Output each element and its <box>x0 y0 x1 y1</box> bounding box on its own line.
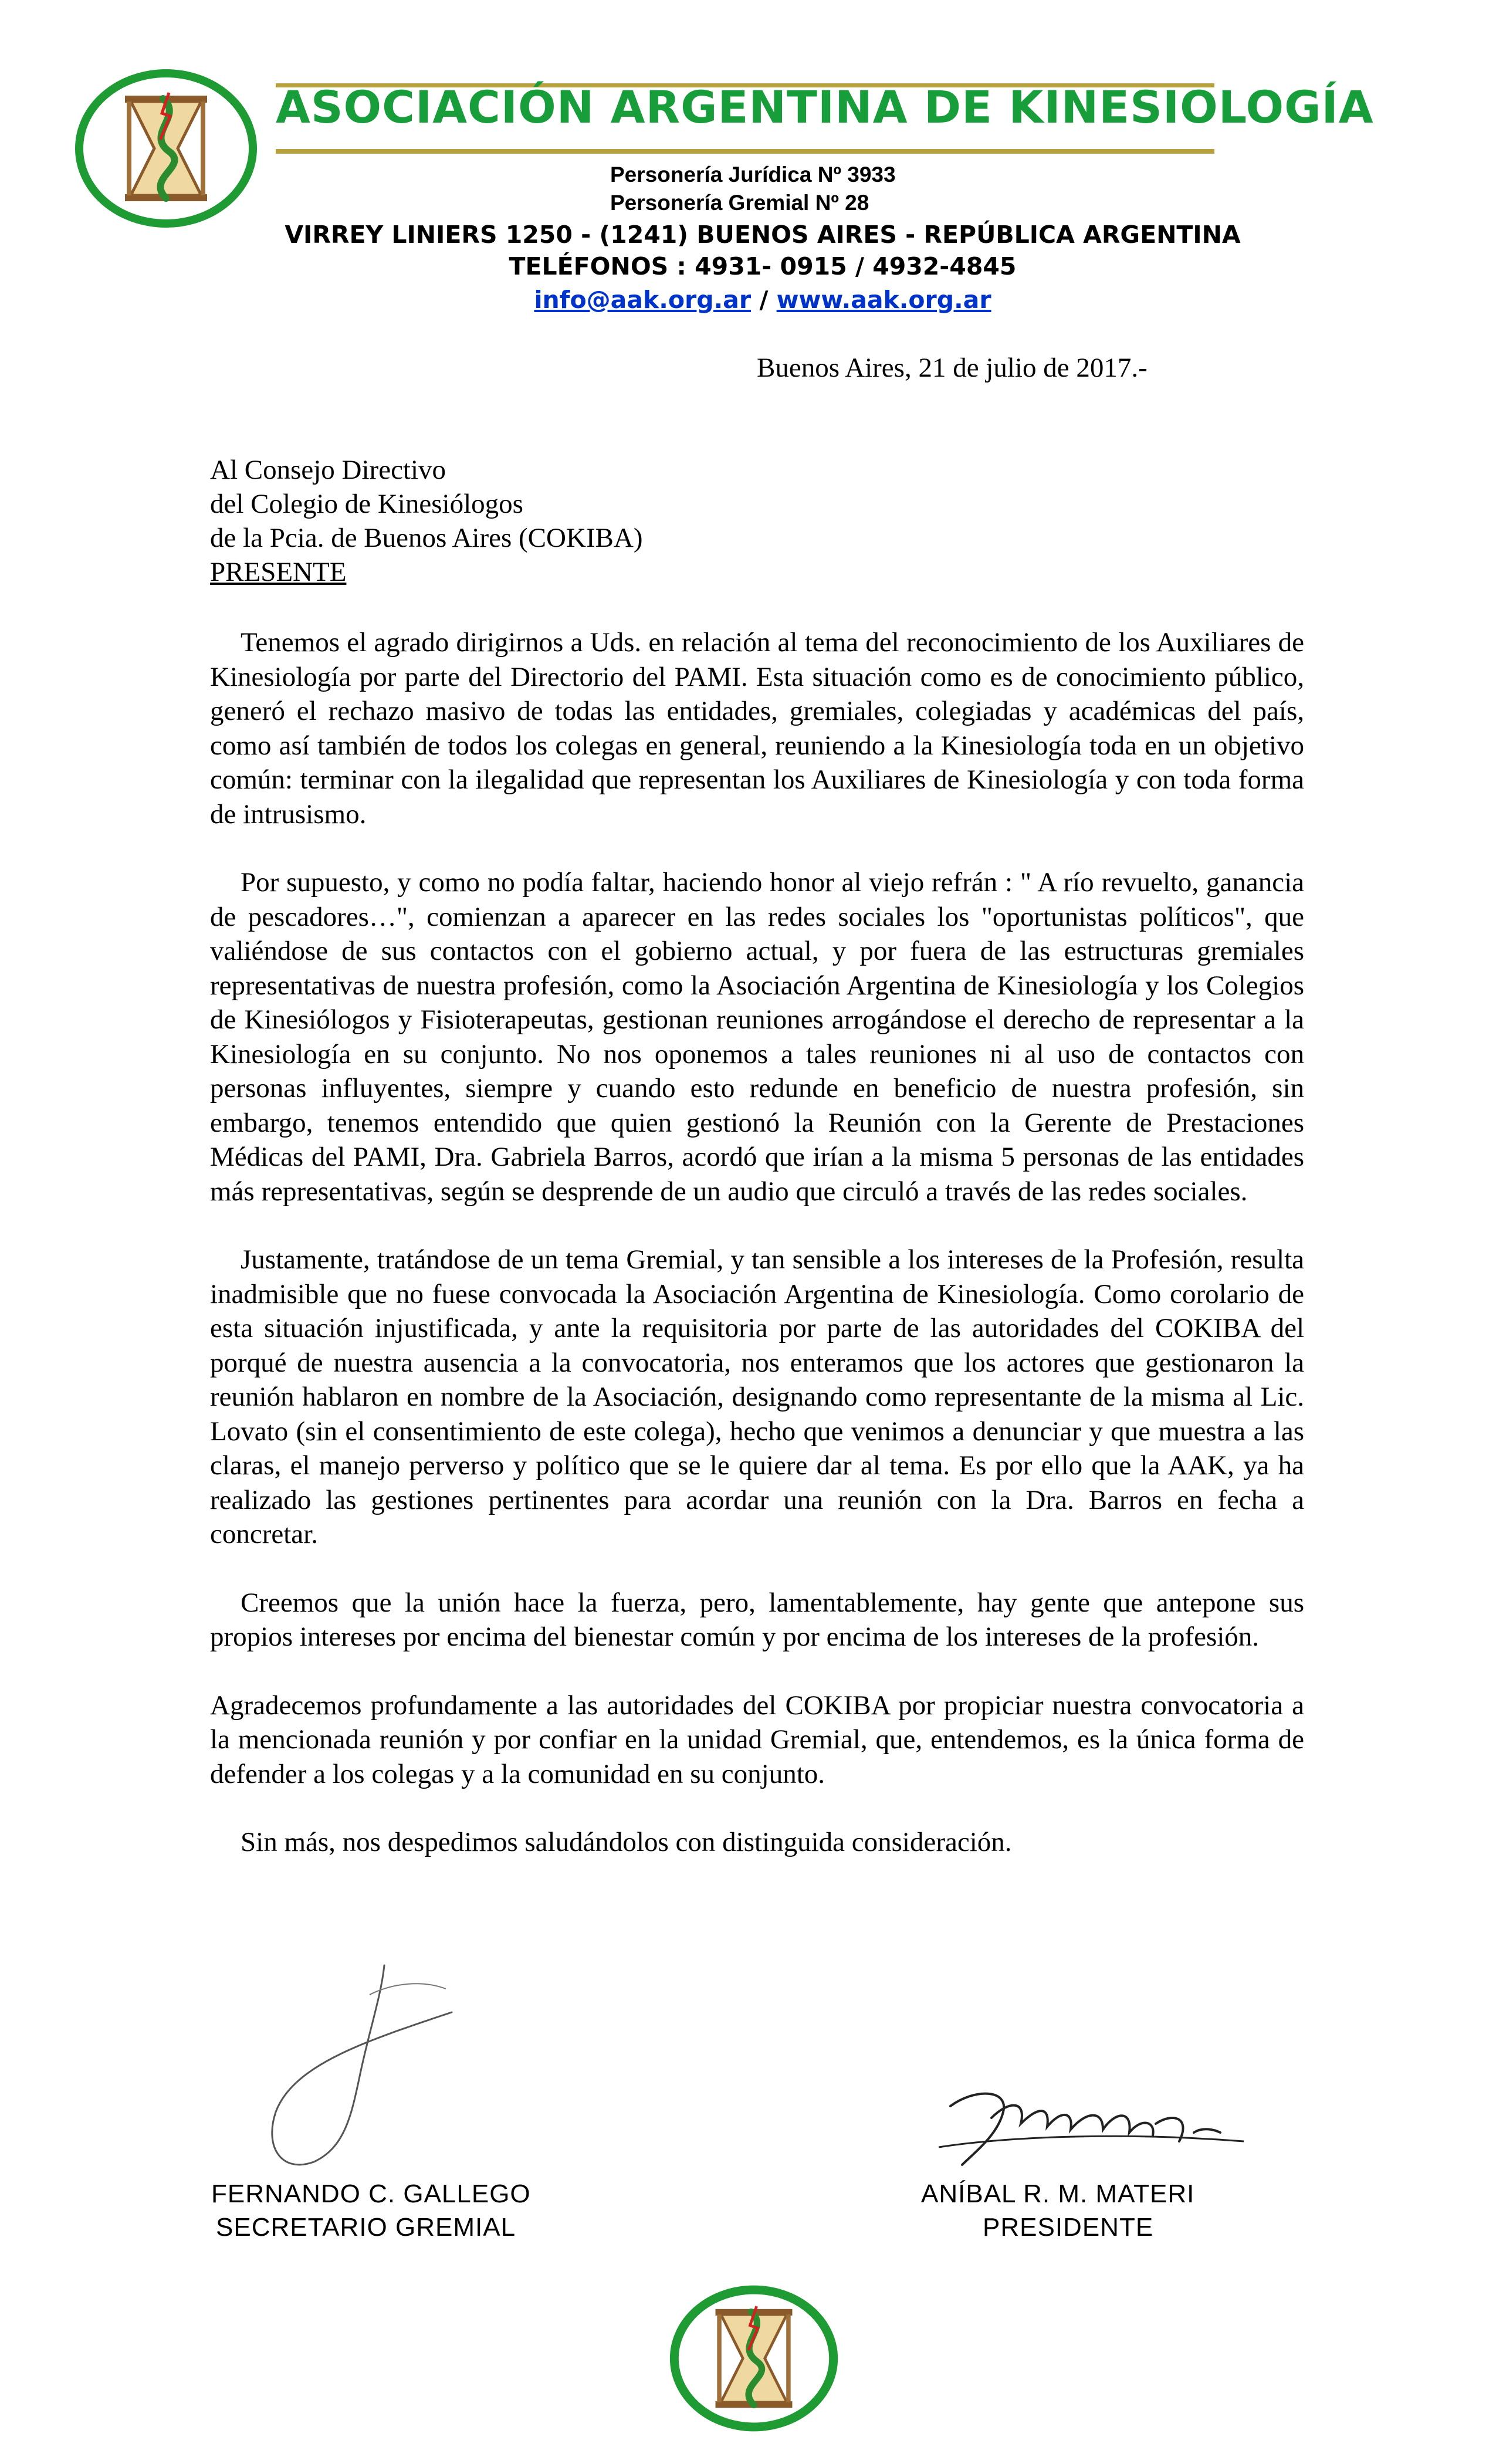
body-paragraph: Por supuesto, y como no podía faltar, haciendo honor al viejo refrán : " A río revuelto, ganancia de pescadores…", comienzan a aparecer en las redes sociales los "oportunistas políticos", que valiéndose de sus contactos con el gobierno actual, y por fuera de las estructuras gremiales representativas de nuestra profesión, como la Asociación Argentina de Kinesiología y los Colegios de Kinesiólogos y Fisioterapeutas, gestionan reuniones arrogándose el derecho de representar a la Kinesiología en su conjunto. No nos oponemos a tales reuniones ni al uso de contactos con personas influyentes, siempre y cuando esto redunde en beneficio de nuestra profesión, sin embargo, tenemos entendido que quien gestionó la Reunión con la Gerente de Prestaciones Médicas del PAMI, Dra. Gabriela Barros, acordó que irían a la misma 5 personas de las entidades más representativas, según se desprende de un audio que circuló a través de las redes sociales. <box>210 867 1304 1207</box>
signature-left-handwritten <box>258 1959 469 2182</box>
letter-body <box>210 625 1304 1894</box>
phones-line: TELÉFONOS : 4931- 0915 / 4932-4845 <box>509 252 1017 280</box>
body-paragraph: Agradecemos profundamente a las autoridades del COKIBA por propiciar nuestra convocatoria a la mencionada reunión y por confiar en la unidad Gremial, que, entendemos, es la única forma de defender a los colegas y a la comunidad en su conjunto. <box>210 1690 1304 1789</box>
organization-name: ASOCIACIÓN ARGENTINA DE KINESIOLOGÍA <box>276 81 1374 133</box>
recipient-line: de la Pcia. de Buenos Aires (COKIBA) <box>210 523 643 553</box>
address-line: VIRREY LINIERS 1250 - (1241) BUENOS AIRES - REPÚBLICA ARGENTINA <box>285 221 1241 249</box>
contact-separator: / <box>751 286 777 314</box>
signatory-right-title: PRESIDENTE <box>983 2213 1154 2242</box>
closing-paragraph: Sin más, nos despedimos saludándolos con distinguida consideración. <box>241 1827 1012 1857</box>
recipient-block <box>210 453 643 589</box>
body-paragraph: Tenemos el agrado dirigirnos a Uds. en relación al tema del reconocimiento de los Auxiliares de Kinesiología por parte del Directorio del PAMI. Esta situación como es de conocimiento público, generó el rechazo masivo de todas las entidades, gremiales, colegiadas y académicas del país, como así también de todos los colegas en general, reuniendo a la Kinesiología toda en un objetivo común: terminar con la ilegalidad que representan los Auxiliares de Kinesiología y con toda forma de intrusismo. <box>210 627 1304 830</box>
body-paragraph: Justamente, tratándose de un tema Gremial, y tan sensible a los intereses de la Profesión, resulta inadmisible que no fuese convocada la Asociación Argentina de Kinesiología. Como corolario de esta situación injustificada, y ante la requisitoria por parte de las autoridades del COKIBA del porqué de nuestra ausencia a la convocatoria, nos enteramos que los actores que gestionaron la reunión hablaron en nombre de la Asociación, designando como representante de la misma al Lic. Lovato (sin el consentimiento de este colega), hecho que venimos a denunciar y que muestra a las claras, el manejo perverso y político que se le quiere dar al tema. Es por ello que la AAK, ya ha realizado las gestiones pertinentes para acordar una reunión con la Dra. Barros en fecha a concretar. <box>210 1244 1304 1549</box>
signatory-left-name: FERNANDO C. GALLEGO <box>211 2179 531 2208</box>
letter-date: Buenos Aires, 21 de julio de 2017.- <box>757 353 1148 383</box>
signatory-left-title: SECRETARIO GREMIAL <box>216 2213 516 2242</box>
header-rule-bottom <box>276 149 1214 154</box>
recipient-line: Al Consejo Directivo <box>210 455 446 485</box>
email-link[interactable]: info@aak.org.ar <box>534 286 752 314</box>
aak-emblem-footer-icon <box>669 2282 839 2435</box>
recipient-line: del Colegio de Kinesiólogos <box>210 489 523 519</box>
website-link[interactable]: www.aak.org.ar <box>776 286 991 314</box>
aak-emblem-icon <box>75 69 257 228</box>
recipient-presente: PRESENTE <box>210 557 347 587</box>
personeria-juridica: Personería Jurídica Nº 3933 <box>610 163 896 187</box>
signature-right-handwritten <box>927 2077 1255 2177</box>
body-paragraph: Creemos que la unión hace la fuerza, pero, lamentablemente, hay gente que antepone sus propios intereses por encima del bienestar común y por encima de los intereses de la profesión. <box>210 1587 1304 1652</box>
personeria-gremial: Personería Gremial Nº 28 <box>610 191 869 215</box>
signatory-right-name: ANÍBAL R. M. MATERI <box>921 2179 1195 2208</box>
contact-links <box>0 286 1496 314</box>
